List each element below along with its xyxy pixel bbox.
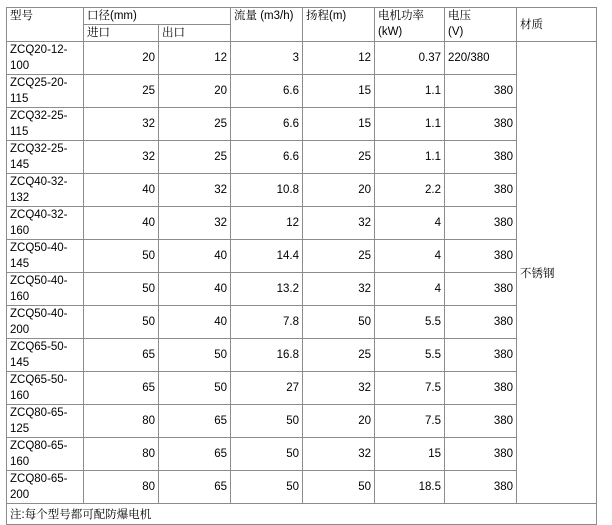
cell-power: 7.5 — [375, 405, 445, 438]
cell-flow: 27 — [231, 372, 303, 405]
cell-voltage: 380 — [445, 471, 517, 504]
cell-outlet: 40 — [159, 306, 231, 339]
cell-model — [7, 438, 84, 471]
cell-flow: 6.6 — [231, 141, 303, 174]
cell-head: 32 — [303, 207, 375, 240]
cell-flow: 50 — [231, 438, 303, 471]
cell-power: 5.5 — [375, 339, 445, 372]
header-head: 扬程(m) — [303, 8, 375, 42]
cell-inlet: 50 — [84, 240, 159, 273]
header-model: 型号 — [7, 8, 84, 42]
cell-power: 5.5 — [375, 306, 445, 339]
cell-head: 32 — [303, 372, 375, 405]
cell-model — [7, 108, 84, 141]
table-row — [7, 438, 597, 471]
cell-inlet: 80 — [84, 471, 159, 504]
model-line1: ZCQ32-25- — [10, 110, 68, 122]
cell-head: 15 — [303, 108, 375, 141]
cell-inlet: 80 — [84, 405, 159, 438]
table-body — [7, 42, 597, 504]
cell-model — [7, 42, 84, 75]
cell-inlet: 50 — [84, 306, 159, 339]
cell-outlet: 25 — [159, 141, 231, 174]
header-power-line2: (kW) — [378, 26, 403, 38]
cell-model — [7, 405, 84, 438]
cell-power: 1.1 — [375, 108, 445, 141]
cell-model — [7, 306, 84, 339]
cell-power: 4 — [375, 240, 445, 273]
cell-head: 20 — [303, 174, 375, 207]
cell-model — [7, 240, 84, 273]
model-line2: 160 — [10, 390, 30, 402]
header-material: 材质 — [517, 8, 597, 42]
header-voltage-line1: 电压 — [448, 10, 471, 22]
table-row — [7, 339, 597, 372]
cell-head: 50 — [303, 306, 375, 339]
cell-power: 4 — [375, 207, 445, 240]
header-inlet: 进口 — [84, 25, 159, 42]
cell-voltage: 380 — [445, 273, 517, 306]
cell-flow: 14.4 — [231, 240, 303, 273]
cell-head: 32 — [303, 273, 375, 306]
cell-model — [7, 372, 84, 405]
table-row — [7, 75, 597, 108]
cell-model — [7, 471, 84, 504]
cell-voltage: 380 — [445, 75, 517, 108]
cell-outlet: 65 — [159, 471, 231, 504]
pump-spec-table-wrapper — [6, 7, 597, 525]
cell-voltage: 380 — [445, 108, 517, 141]
table-row — [7, 405, 597, 438]
cell-model — [7, 141, 84, 174]
table-row — [7, 174, 597, 207]
model-line2: 160 — [10, 225, 30, 237]
model-line2: 132 — [10, 192, 30, 204]
model-line2: 200 — [10, 324, 30, 336]
table-row — [7, 471, 597, 504]
header-flow: 流量 (m3/h) — [231, 8, 303, 42]
model-line2: 200 — [10, 489, 30, 501]
cell-voltage: 380 — [445, 174, 517, 207]
cell-outlet: 50 — [159, 339, 231, 372]
cell-flow: 3 — [231, 42, 303, 75]
cell-voltage: 380 — [445, 438, 517, 471]
header-diameter: 口径(mm) — [84, 8, 231, 25]
cell-inlet: 50 — [84, 273, 159, 306]
model-line2: 145 — [10, 357, 30, 369]
model-line1: ZCQ40-32- — [10, 176, 68, 188]
cell-inlet: 80 — [84, 438, 159, 471]
cell-voltage: 380 — [445, 207, 517, 240]
model-line1: ZCQ20-12- — [10, 44, 68, 56]
cell-voltage: 380 — [445, 339, 517, 372]
cell-inlet: 40 — [84, 174, 159, 207]
table-row — [7, 306, 597, 339]
cell-flow: 6.6 — [231, 108, 303, 141]
table-row — [7, 108, 597, 141]
cell-head: 25 — [303, 240, 375, 273]
table-row — [7, 141, 597, 174]
cell-power: 1.1 — [375, 141, 445, 174]
cell-outlet: 40 — [159, 273, 231, 306]
cell-flow: 12 — [231, 207, 303, 240]
header-row-1 — [7, 8, 597, 25]
cell-flow: 50 — [231, 471, 303, 504]
model-line1: ZCQ32-25- — [10, 143, 68, 155]
cell-flow: 50 — [231, 405, 303, 438]
cell-head: 25 — [303, 339, 375, 372]
model-line1: ZCQ40-32- — [10, 209, 68, 221]
cell-model — [7, 207, 84, 240]
header-power — [375, 8, 445, 42]
cell-inlet: 65 — [84, 339, 159, 372]
cell-power: 4 — [375, 273, 445, 306]
note-text: 注:每个型号都可配防爆电机 — [7, 504, 597, 525]
model-line1: ZCQ25-20- — [10, 77, 68, 89]
model-line1: ZCQ65-50- — [10, 341, 68, 353]
cell-power: 1.1 — [375, 75, 445, 108]
cell-outlet: 50 — [159, 372, 231, 405]
cell-outlet: 12 — [159, 42, 231, 75]
cell-inlet: 40 — [84, 207, 159, 240]
table-row — [7, 273, 597, 306]
cell-inlet: 20 — [84, 42, 159, 75]
cell-power: 15 — [375, 438, 445, 471]
table-row — [7, 240, 597, 273]
table-row — [7, 207, 597, 240]
pump-spec-table — [6, 7, 597, 525]
model-line1: ZCQ80-65- — [10, 473, 68, 485]
note-row — [7, 504, 597, 525]
cell-voltage: 380 — [445, 240, 517, 273]
cell-head: 20 — [303, 405, 375, 438]
model-line2: 100 — [10, 60, 30, 72]
cell-voltage: 220/380 — [445, 42, 517, 75]
cell-power: 2.2 — [375, 174, 445, 207]
cell-voltage: 380 — [445, 141, 517, 174]
header-voltage-line2: (V) — [448, 26, 464, 38]
model-line2: 145 — [10, 258, 30, 270]
model-line2: 115 — [10, 126, 29, 138]
cell-power: 0.37 — [375, 42, 445, 75]
cell-head: 12 — [303, 42, 375, 75]
cell-inlet: 25 — [84, 75, 159, 108]
cell-model — [7, 273, 84, 306]
cell-outlet: 32 — [159, 207, 231, 240]
table-row — [7, 42, 597, 75]
header-voltage — [445, 8, 517, 42]
cell-outlet: 65 — [159, 405, 231, 438]
cell-voltage: 380 — [445, 372, 517, 405]
cell-head: 50 — [303, 471, 375, 504]
model-line1: ZCQ65-50- — [10, 374, 68, 386]
cell-outlet: 20 — [159, 75, 231, 108]
table-row — [7, 372, 597, 405]
cell-voltage: 380 — [445, 405, 517, 438]
cell-voltage: 380 — [445, 306, 517, 339]
cell-flow: 7.8 — [231, 306, 303, 339]
cell-flow: 10.8 — [231, 174, 303, 207]
cell-outlet: 25 — [159, 108, 231, 141]
cell-flow: 13.2 — [231, 273, 303, 306]
cell-material: 不锈钢 — [517, 42, 597, 504]
cell-model — [7, 75, 84, 108]
cell-model — [7, 174, 84, 207]
model-line2: 145 — [10, 159, 30, 171]
cell-inlet: 65 — [84, 372, 159, 405]
model-line2: 160 — [10, 456, 30, 468]
model-line1: ZCQ50-40- — [10, 242, 68, 254]
cell-head: 15 — [303, 75, 375, 108]
cell-flow: 6.6 — [231, 75, 303, 108]
cell-head: 32 — [303, 438, 375, 471]
header-power-line1: 电机功率 — [378, 10, 424, 22]
cell-head: 25 — [303, 141, 375, 174]
cell-outlet: 65 — [159, 438, 231, 471]
model-line1: ZCQ50-40- — [10, 275, 68, 287]
cell-outlet: 40 — [159, 240, 231, 273]
cell-inlet: 32 — [84, 108, 159, 141]
model-line1: ZCQ80-65- — [10, 440, 68, 452]
model-line1: ZCQ50-40- — [10, 308, 68, 320]
cell-power: 18.5 — [375, 471, 445, 504]
cell-power: 7.5 — [375, 372, 445, 405]
cell-inlet: 32 — [84, 141, 159, 174]
model-line2: 125 — [10, 423, 30, 435]
cell-flow: 16.8 — [231, 339, 303, 372]
model-line2: 115 — [10, 93, 29, 105]
model-line1: ZCQ80-65- — [10, 407, 68, 419]
cell-outlet: 32 — [159, 174, 231, 207]
header-outlet: 出口 — [159, 25, 231, 42]
model-line2: 160 — [10, 291, 30, 303]
cell-model — [7, 339, 84, 372]
